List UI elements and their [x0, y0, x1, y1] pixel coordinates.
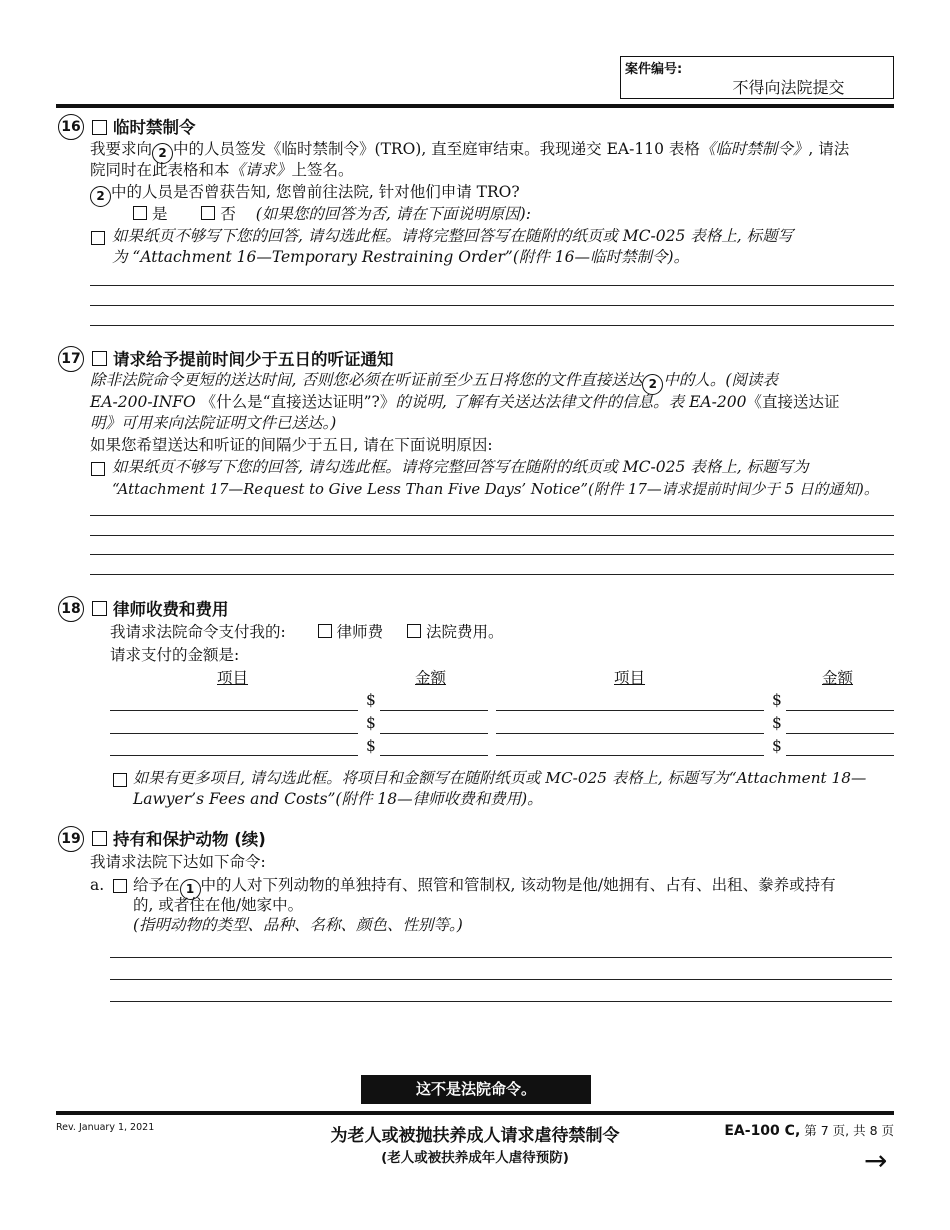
- section-19-checkbox[interactable]: [92, 831, 107, 846]
- fee-item-field[interactable]: [496, 733, 764, 734]
- fee-item-field[interactable]: [496, 710, 764, 711]
- fee-amount-field[interactable]: [786, 733, 894, 734]
- section-17-title: 请求给予提前时间少于五日的听证通知: [113, 350, 394, 369]
- s19-item-a-line-2: 的, 或者住在他/她家中。: [133, 896, 304, 914]
- s17-answer-line[interactable]: [90, 554, 894, 555]
- s17-answer-line[interactable]: [90, 515, 894, 516]
- no-label: 否: [220, 205, 236, 223]
- section-18-number: 18: [58, 596, 84, 622]
- fee-item-field[interactable]: [110, 755, 358, 756]
- s17-paragraph-line-3: 明》可用来向法院证明文件已送达。): [90, 414, 337, 432]
- section-16-title: 临时禁制令: [113, 118, 196, 137]
- s17-paragraph-line-1: 除非法院命令更短的送达时间, 否则您必须在听证前至少五日将您的文件直接送达 2 中的人。(阅读表: [90, 370, 778, 395]
- dollar-sign: $: [366, 714, 376, 732]
- s18-attachment-line-2: Lawyer’s Fees and Costs”(附件 18—律师收费和费用)。: [133, 790, 543, 808]
- ref-circle-2: 2: [152, 143, 173, 164]
- s18-request-line: 我请求法院命令支付我的: 律师费 法院费用。: [110, 623, 504, 641]
- col-header-item-left: 项目: [217, 669, 249, 687]
- s19-animal-line[interactable]: [110, 979, 892, 980]
- footer-rule: [56, 1111, 894, 1115]
- yes-checkbox[interactable]: [133, 206, 147, 220]
- lawyer-fees-checkbox[interactable]: [318, 624, 332, 638]
- fee-amount-field[interactable]: [786, 710, 894, 711]
- next-page-arrow-icon: →: [864, 1144, 888, 1177]
- s16-yes-no-row: [133, 204, 531, 225]
- s16-answer-line[interactable]: [90, 325, 894, 326]
- s18-amount-prompt: 请求支付的金额是:: [110, 646, 240, 664]
- section-17-number: 17: [58, 346, 84, 372]
- dollar-sign: $: [366, 737, 376, 755]
- section-18-title: 律师收费和费用: [113, 600, 229, 619]
- s19-item-a-label: a.: [90, 876, 105, 894]
- lawyer-fees-label: 律师费: [336, 623, 384, 641]
- s19-item-a-instruction: (指明动物的类型、品种、名称、颜色、性别等。): [133, 916, 463, 934]
- s16-answer-line[interactable]: [90, 305, 894, 306]
- section-19-title: 持有和保护动物 (续): [113, 830, 266, 849]
- s19-animal-line[interactable]: [110, 957, 892, 958]
- col-header-amount-right: 金额: [822, 669, 854, 687]
- fee-amount-field[interactable]: [380, 733, 488, 734]
- ref-circle-2: 2: [90, 186, 111, 207]
- not-court-order-banner: 这不是法院命令。: [361, 1075, 591, 1104]
- revision-date: Rev. January 1, 2021: [56, 1122, 155, 1133]
- s17-reason-prompt: 如果您希望送达和听证的间隔少于五日, 请在下面说明原因:: [90, 436, 493, 454]
- section-17-checkbox[interactable]: [92, 351, 107, 366]
- s19-item-a-line-1: 给予在 1 中的人对下列动物的单独持有、照管和管制权, 该动物是他/她拥有、占有、出租、豢养或持有: [133, 875, 836, 900]
- form-subtitle: (老人或被扶养成年人虐待预防): [381, 1150, 569, 1166]
- s19-order-prompt: 我请求法院下达如下命令:: [90, 853, 266, 871]
- case-number-value: 不得向法院提交: [732, 78, 845, 97]
- s16-attachment-checkbox[interactable]: [91, 231, 105, 245]
- case-number-label: 案件编号:: [625, 62, 683, 77]
- s16-attachment-line-2: 为 “Attachment 16—Temporary Restraining Order”(附件 16—临时禁制令)。: [112, 248, 690, 266]
- fee-amount-field[interactable]: [786, 755, 894, 756]
- form-id-page: [700, 1121, 894, 1139]
- fee-item-field[interactable]: [110, 710, 358, 711]
- fee-item-field[interactable]: [496, 755, 764, 756]
- s17-paragraph-line-2: EA-200-INFO 《什么是“直接送达证明”?》的说明, 了解有关送达法律文件的信息。表 EA-200《直接送达证: [90, 393, 840, 411]
- section-18-checkbox[interactable]: [92, 601, 107, 616]
- s18-attachment-line-1: 如果有更多项目, 请勾选此框。将项目和金额写在随附纸页或 MC-025 表格上, 标题写为“Attachment 18—: [133, 769, 867, 787]
- fee-item-field[interactable]: [110, 733, 358, 734]
- col-header-amount-left: 金额: [415, 669, 447, 687]
- fee-amount-field[interactable]: [380, 710, 488, 711]
- section-16-checkbox[interactable]: [92, 120, 107, 135]
- s17-answer-line[interactable]: [90, 535, 894, 536]
- s17-attachment-line-2: “Attachment 17—Request to Give Less Than Five Days’ Notice”(附件 17—请求提前时间少于 5 日的通知)。: [112, 481, 879, 498]
- s17-answer-line[interactable]: [90, 574, 894, 575]
- s16-question: 2 中的人员是否曾获告知, 您曾前往法院, 针对他们申请 TRO?: [90, 182, 520, 207]
- court-costs-label: 法院费用。: [426, 623, 504, 641]
- s16-paragraph-line-2: 院同时在此表格和本《请求》上签名。: [90, 161, 354, 179]
- s18-attachment-checkbox[interactable]: [113, 773, 127, 787]
- s16-attachment-line-1: 如果纸页不够写下您的回答, 请勾选此框。请将完整回答写在随附的纸页或 MC-025 表格上, 标题写: [112, 227, 794, 245]
- yes-label: 是: [152, 205, 168, 223]
- dollar-sign: $: [772, 714, 782, 732]
- s17-attachment-line-1: 如果纸页不够写下您的回答, 请勾选此框。请将完整回答写在随附的纸页或 MC-025 表格上, 标题写为: [112, 458, 809, 476]
- dollar-sign: $: [772, 691, 782, 709]
- col-header-item-right: 项目: [614, 669, 646, 687]
- dollar-sign: $: [366, 691, 376, 709]
- court-costs-checkbox[interactable]: [407, 624, 421, 638]
- ref-circle-2: 2: [642, 374, 663, 395]
- no-checkbox[interactable]: [201, 206, 215, 220]
- section-16-number: 16: [58, 114, 84, 140]
- fee-amount-field[interactable]: [380, 755, 488, 756]
- page-number: 第 7 页, 共 8 页: [804, 1123, 894, 1138]
- s19-animal-line[interactable]: [110, 1001, 892, 1002]
- case-number-box: [620, 56, 894, 99]
- s16-answer-line[interactable]: [90, 285, 894, 286]
- dollar-sign: $: [772, 737, 782, 755]
- s16-paragraph-line-1: 我要求向 2 中的人员签发《临时禁制令》(TRO), 直至庭审结束。我现递交 EA-110 表格《临时禁制令》, 请法: [90, 139, 849, 164]
- header-rule: [56, 104, 894, 108]
- form-title: 为老人或被抛扶养成人请求虐待禁制令: [330, 1126, 620, 1146]
- s19-item-a-checkbox[interactable]: [113, 879, 127, 893]
- explain-text: (如果您的回答为否, 请在下面说明原因):: [255, 205, 531, 223]
- section-19-number: 19: [58, 826, 84, 852]
- s17-attachment-checkbox[interactable]: [91, 462, 105, 476]
- form-id: EA-100 C,: [724, 1123, 801, 1139]
- ref-circle-1: 1: [180, 879, 201, 900]
